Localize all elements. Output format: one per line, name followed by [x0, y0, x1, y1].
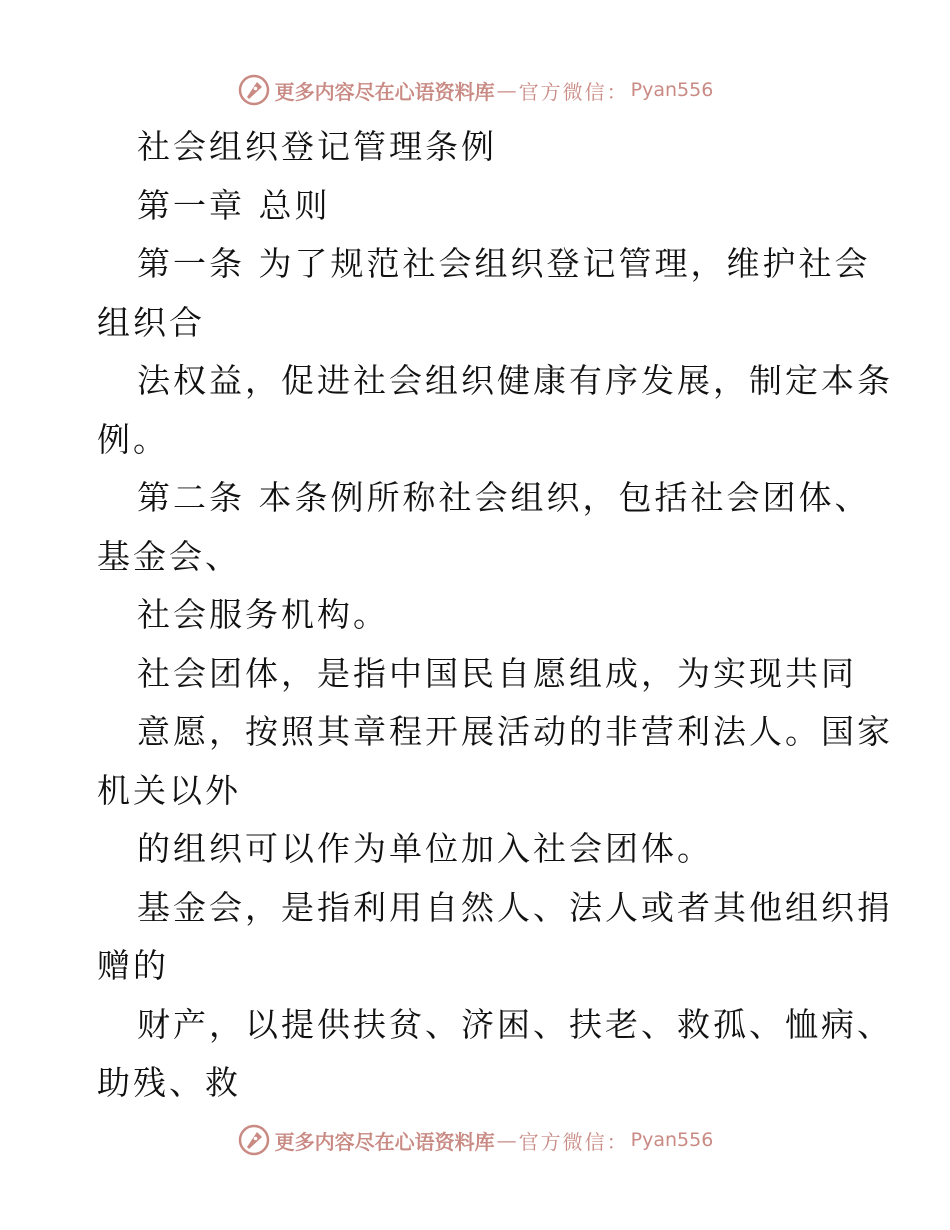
text-line: 社会团体，是指中国民自愿组成，为实现共同 — [137, 653, 857, 693]
watermark-site-name: 更多内容尽在心语资料库 — [274, 1129, 495, 1154]
text-line: 基金会、 — [97, 536, 241, 576]
pen-nib-logo-icon — [237, 1123, 271, 1157]
watermark-separator: — — [496, 78, 517, 102]
text-line: 意愿，按照其章程开展活动的非营利法人。国家 — [137, 712, 893, 751]
text-line: 第一条 为了规范社会组织登记管理，维护社会 — [137, 244, 871, 283]
text-line: 法权益，促进社会组织健康有序发展，制定本条 — [137, 361, 893, 400]
watermark-separator: — — [496, 1128, 517, 1152]
text-line: 赠的 — [97, 946, 169, 985]
text-line: 基金会，是指利用自然人、法人或者其他组织捐 — [137, 887, 893, 927]
text-line: 组织合 — [97, 302, 205, 342]
text-line: 社会服务机构。 — [137, 595, 389, 634]
watermark-wechat-label: 官方微信： — [518, 1129, 629, 1154]
watermark-header — [0, 70, 950, 110]
watermark-wechat-label: 官方微信： — [518, 79, 629, 104]
text-line: 第一章 总则 — [137, 185, 331, 225]
watermark-site-name: 更多内容尽在心语资料库 — [274, 79, 495, 104]
text-line: 机关以外 — [97, 770, 241, 810]
watermark-wechat-id: Pyan556 — [630, 79, 714, 101]
watermark-wechat-id: Pyan556 — [630, 1129, 714, 1151]
watermark-footer — [0, 1120, 950, 1160]
text-line: 社会组织登记管理条例 — [137, 127, 497, 166]
text-line: 财产，以提供扶贫、济困、扶老、救孤、恤病、 — [137, 1004, 893, 1044]
text-line: 例。 — [97, 419, 169, 459]
text-line: 助残、救 — [97, 1063, 241, 1102]
pen-nib-logo-icon — [237, 73, 271, 107]
text-line: 的组织可以作为单位加入社会团体。 — [137, 829, 713, 868]
document-body — [97, 118, 893, 1113]
text-line: 第二条 本条例所称社会组织，包括社会团体、 — [137, 478, 871, 517]
